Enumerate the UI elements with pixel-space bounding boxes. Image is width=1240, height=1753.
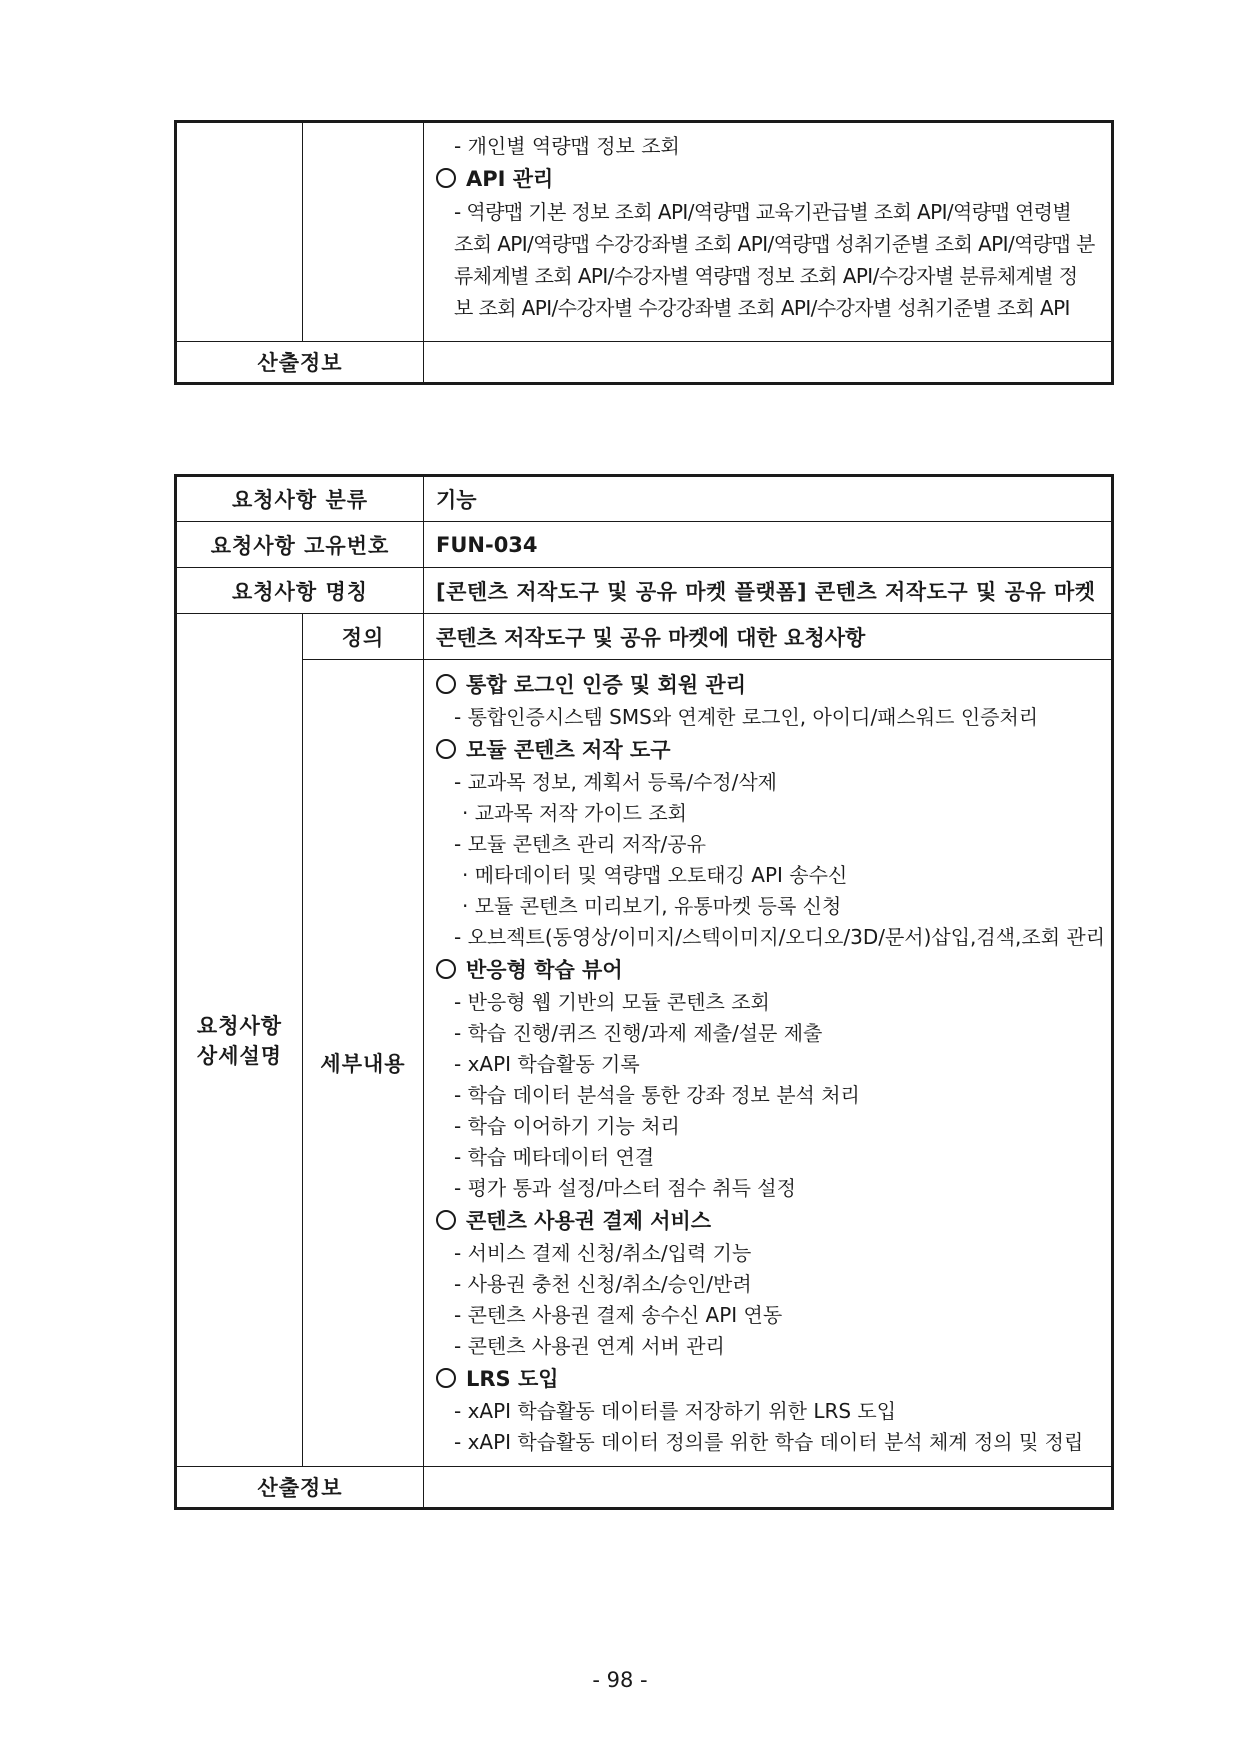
section-heading: 모듈 콘텐츠 저작 도구 [436,733,1099,767]
output-label: 산출정보 [176,342,424,384]
list-item: - 사용권 충천 신청/취소/승인/반려 [454,1272,752,1296]
circle-bullet-icon [436,739,456,759]
page-number: - 98 - [592,1668,648,1692]
output-value [424,342,1113,384]
list-item: - 서비스 결제 신청/취소/입력 기능 [454,1241,752,1265]
list-item: - 모듈 콘텐츠 관리 저작/공유 [454,832,706,856]
sub-list-item: · 메타데이터 및 역량맵 오토태깅 API 송수신 [462,863,848,887]
detail-label: 요청사항 상세설명 [176,614,303,1467]
section-heading: 통합 로그인 인증 및 회원 관리 [436,668,1099,702]
section-heading: 콘텐츠 사용권 결제 서비스 [436,1204,1099,1238]
circle-bullet-icon [436,1210,456,1230]
empty-cell [303,122,424,342]
circle-bullet-icon [436,959,456,979]
circle-bullet-icon [436,168,456,188]
requirement-table [174,474,1114,1510]
id-label: 요청사항 고유번호 [176,522,424,568]
list-item: - xAPI 학습활동 기록 [454,1052,640,1076]
empty-cell [176,122,303,342]
list-item: - 학습 이어하기 기능 처리 [454,1114,680,1138]
id-value: FUN-034 [424,522,1113,568]
section-heading: 반응형 학습 뷰어 [436,953,1099,987]
list-item: - 통합인증시스템 SMS와 연계한 로그인, 아이디/패스워드 인증처리 [454,705,1039,729]
name-label: 요청사항 명칭 [176,568,424,614]
continuation-table [174,120,1114,385]
sub-list-item: · 교과목 저작 가이드 조회 [462,801,687,825]
circle-bullet-icon [436,1368,456,1388]
details-content [424,660,1113,1467]
section-heading: LRS 도입 [436,1362,1099,1396]
list-item: - 콘텐츠 사용권 결제 송수신 API 연동 [454,1303,783,1327]
definition-label: 정의 [303,614,424,660]
output-value [424,1467,1113,1509]
category-value: 기능 [424,476,1113,522]
list-item: - xAPI 학습활동 데이터를 저장하기 위한 LRS 도입 [454,1399,897,1423]
details-label: 세부내용 [303,660,424,1467]
circle-bullet-icon [436,674,456,694]
list-item: - xAPI 학습활동 데이터 정의를 위한 학습 데이터 분석 체계 정의 및 정립 [454,1430,1084,1454]
list-item: - 학습 메타데이터 연결 [454,1145,655,1169]
list-item: - 콘텐츠 사용권 연계 서버 관리 [454,1334,725,1358]
list-item: - 교과목 정보, 계획서 등록/수정/삭제 [454,770,777,794]
sub-list-item: · 모듈 콘텐츠 미리보기, 유통마켓 등록 신청 [462,894,842,918]
list-item: - 개인별 역량맵 정보 조회 [454,134,680,158]
api-details-cell [424,122,1113,342]
list-item: - 평가 통과 설정/마스터 점수 취득 설정 [454,1176,796,1200]
api-paragraph: - 역량맵 기본 정보 조회 API/역량맵 교육기관급별 조회 API/역량맵 연령별 조회 API/역량맵 수강강좌별 조회 API/역량맵 성취기준별 조회 API/역량맵 분류체계별 조회 API/수강자별 역량맵 정보 조회 API/수강자별 분류체계별 정보 조회 API/수강자별 수강강좌별 조회 API/수강자별 성취기준별 조회 API [454,200,1095,320]
definition-value: 콘텐츠 저작도구 및 공유 마켓에 대한 요청사항 [424,614,1113,660]
list-item: - 학습 데이터 분석을 통한 강좌 정보 분석 처리 [454,1083,860,1107]
section-heading: API 관리 [436,162,1099,196]
output-label: 산출정보 [176,1467,424,1509]
list-item: - 오브젝트(동영상/이미지/스텍이미지/오디오/3D/문서)삽입,검색,조회 관리 [454,925,1106,949]
list-item: - 반응형 웹 기반의 모듈 콘텐츠 조회 [454,990,770,1014]
category-label: 요청사항 분류 [176,476,424,522]
list-item: - 학습 진행/퀴즈 진행/과제 제출/설문 제출 [454,1021,823,1045]
name-value: [콘텐츠 저작도구 및 공유 마켓 플랫폼] 콘텐츠 저작도구 및 공유 마켓 [424,568,1113,614]
